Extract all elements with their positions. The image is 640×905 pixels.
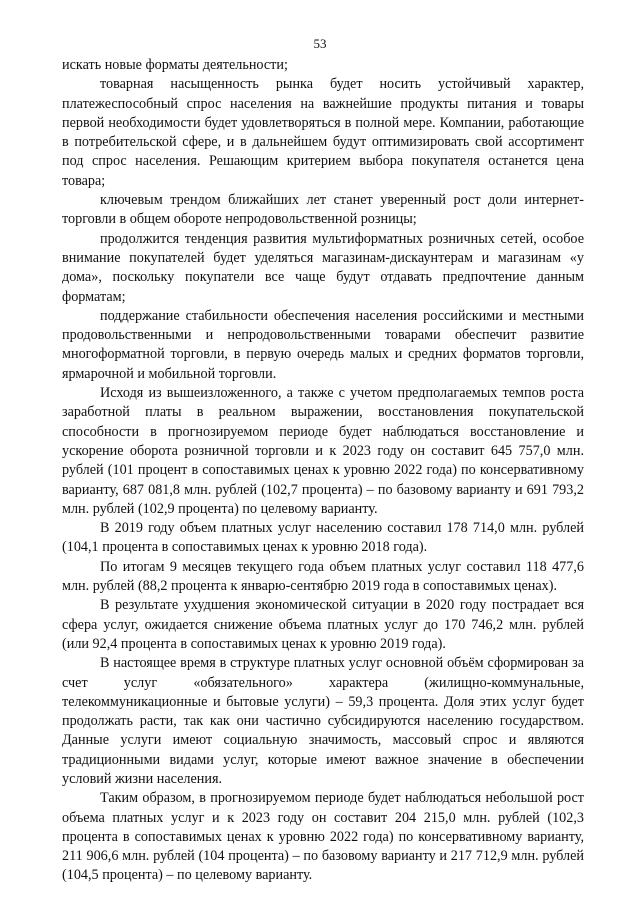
paragraph-11: Таким образом, в прогнозируемом периоде будет наблюдаться небольшой рост объема платных услуг и к 2023 году он составит 204 215,0 млн. рублей (102,3 процента в сопоставимых ценах к уровню 2022 года) по консервативному варианту, 211 906,6 млн. рублей (104 процента) – по базовому варианту и 217 712,9 млн. рублей (104,5 процента) – по целевому варианту. <box>62 790 584 884</box>
paragraph-8: По итогам 9 месяцев текущего года объем платных услуг составил 118 477,6 млн. рублей (88,2 процента к январю-сентябрю 2019 года в сопоставимых ценах). <box>62 558 584 595</box>
paragraph-3: ключевым трендом ближайших лет станет уверенный рост доли интернет-торговли в общем обороте непродовольственной розницы; <box>62 192 584 228</box>
paragraph-7: В 2019 году объем платных услуг населению составил 178 714,0 млн. рублей (104,1 процента в сопоставимых ценах к уровню 2018 года). <box>62 520 584 556</box>
paragraph-1: искать новые форматы деятельности; <box>62 57 288 73</box>
paragraph-2: товарная насыщенность рынка будет носить устойчивый характер, платежеспособный спрос населения на важнейшие продукты питания и товары первой необходимости будет удовлетворяться в полной мере. Компании, работающие в потребительской сфере, и в дальнейшем будут оптимизировать свой ассортимент под спрос населения. Решающим критерием выбора покупателя останется цена товара; <box>62 76 584 189</box>
page-number: 53 <box>313 36 327 51</box>
document-body <box>62 56 584 886</box>
paragraph-4: продолжится тенденция развития мультиформатных розничных сетей, особое внимание покупателей будет уделяться магазинам-дискаунтерам и магазинам «у дома», поскольку покупатели все чаще будут отдавать предпочтение данным форматам; <box>62 230 584 305</box>
paragraph-5: поддержание стабильности обеспечения населения российскими и местными продовольственными и непродовольственными товарами обеспечит развитие многоформатной торговли, в первую очередь малых и средних форматов торговли, ярмарочной и мобильной торговли. <box>62 307 584 382</box>
paragraph-6: Исходя из вышеизложенного, а также с учетом предполагаемых темпов роста заработной платы в реальном выражении, восстановления покупательской способности в прогнозируемом периоде будет наблюдаться восстановление и ускорение оборота розничной торговли и к 2023 году он составит 645 757,0 млн. рублей (101 процент в сопоставимых ценах к уровню 2022 года) по консервативному варианту, 687 081,8 млн. рублей (102,7 процента) – по базовому варианту и 691 793,2 млн. рублей (102,9 процента) по целевому варианту. <box>62 385 584 517</box>
paragraph-10: В настоящее время в структуре платных услуг основной объём сформирован за счет услуг «обязательного» характера (жилищно-коммунальные, телекоммуникационные и бытовые услуги) – 59,3 процента. Доля этих услуг будет продолжать расти, так как они частично субсидируются населению государством. Данные услуги имеют социальную значимость, массовый спрос и являются традиционными видами услуг, которые имеют важное значение в обеспечении условий жизни населения. <box>62 655 584 787</box>
paragraph-9: В результате ухудшения экономической ситуации в 2020 году пострадает вся сфера услуг, ожидается снижение объема платных услуг до 170 746,2 млн. рублей (или 92,4 процента в сопоставимых ценах к уровню 2019 года). <box>62 597 584 652</box>
